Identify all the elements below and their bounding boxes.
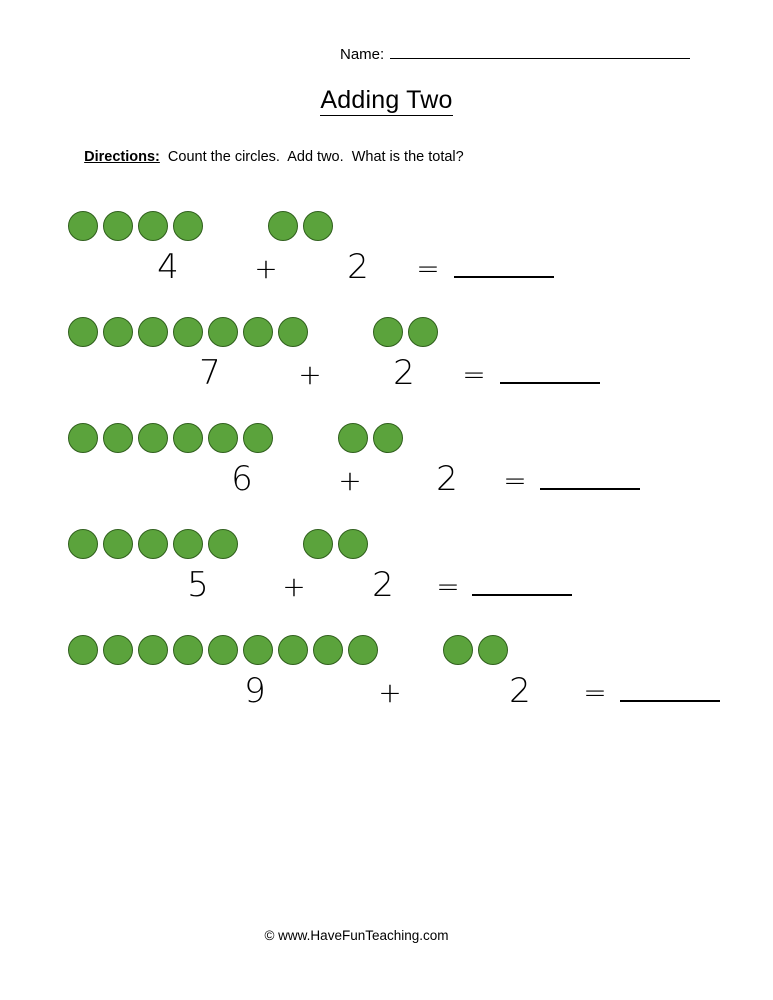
name-label: Name: — [340, 46, 385, 63]
circle-icon — [173, 317, 203, 347]
circle-icon — [138, 635, 168, 665]
plus-operator: + — [378, 676, 402, 709]
circle-icon — [408, 317, 438, 347]
circle-icon — [268, 211, 298, 241]
page-title — [0, 86, 773, 115]
circle-icon — [138, 317, 168, 347]
circle-icon — [208, 317, 238, 347]
addend-1: 5 — [187, 565, 209, 605]
circle-icon — [68, 529, 98, 559]
copyright-text: © www.HaveFunTeaching.com — [264, 928, 449, 943]
circle-icon — [173, 529, 203, 559]
circle-icon — [173, 423, 203, 453]
circle-icon — [173, 635, 203, 665]
addend-1: 6 — [231, 459, 253, 499]
circle-icon — [103, 317, 133, 347]
circle-icon — [338, 423, 368, 453]
circle-icon — [138, 529, 168, 559]
problem-row — [0, 311, 773, 409]
circle-icon — [303, 211, 333, 241]
addend-2: 2 — [509, 671, 531, 711]
circle-group-left — [68, 529, 243, 559]
problem-row — [0, 629, 773, 727]
circle-icon — [338, 529, 368, 559]
name-field-row — [340, 44, 690, 63]
circle-icon — [68, 211, 98, 241]
answer-blank[interactable] — [454, 250, 554, 278]
circle-icon — [243, 423, 273, 453]
equals-operator: = — [436, 570, 460, 603]
circle-icon — [103, 529, 133, 559]
circle-group-right — [373, 317, 443, 347]
problem-list — [0, 205, 773, 735]
page-title-text: Adding Two — [320, 86, 453, 114]
circle-row — [0, 523, 773, 565]
circle-icon — [243, 635, 273, 665]
equation — [0, 247, 773, 303]
equation — [0, 459, 773, 515]
circle-group-left — [68, 423, 278, 453]
circle-icon — [278, 317, 308, 347]
name-input-line[interactable] — [390, 44, 690, 59]
circle-icon — [243, 317, 273, 347]
circle-row — [0, 417, 773, 459]
circle-icon — [138, 423, 168, 453]
circle-icon — [103, 423, 133, 453]
addend-2: 2 — [347, 247, 369, 287]
equation — [0, 671, 773, 727]
problem-row — [0, 523, 773, 621]
problem-row — [0, 417, 773, 515]
circle-group-left — [68, 317, 313, 347]
equation — [0, 353, 773, 409]
circle-icon — [68, 635, 98, 665]
circle-icon — [68, 423, 98, 453]
circle-icon — [373, 423, 403, 453]
addend-1: 9 — [244, 671, 266, 711]
circle-group-left — [68, 211, 208, 241]
circle-icon — [68, 317, 98, 347]
circle-icon — [278, 635, 308, 665]
circle-group-right — [338, 423, 408, 453]
circle-icon — [173, 211, 203, 241]
answer-blank[interactable] — [500, 356, 600, 384]
addend-2: 2 — [372, 565, 394, 605]
answer-blank[interactable] — [540, 462, 640, 490]
circle-group-right — [443, 635, 513, 665]
circle-icon — [443, 635, 473, 665]
circle-icon — [103, 211, 133, 241]
directions-text: Count the circles. Add two. What is the total? — [159, 149, 464, 165]
circle-icon — [478, 635, 508, 665]
equals-operator: = — [462, 358, 486, 391]
answer-blank[interactable] — [620, 674, 720, 702]
circle-icon — [348, 635, 378, 665]
plus-operator: + — [282, 570, 306, 603]
directions-label: Directions: — [84, 149, 160, 165]
equals-operator: = — [416, 252, 440, 285]
addend-2: 2 — [393, 353, 415, 393]
circle-group-right — [268, 211, 338, 241]
circle-icon — [103, 635, 133, 665]
circle-icon — [313, 635, 343, 665]
footer — [0, 928, 773, 943]
circle-row — [0, 311, 773, 353]
equals-operator: = — [583, 676, 607, 709]
addend-1: 7 — [199, 353, 221, 393]
addend-2: 2 — [436, 459, 458, 499]
plus-operator: + — [298, 358, 322, 391]
directions — [68, 133, 464, 181]
equals-operator: = — [503, 464, 527, 497]
circle-icon — [208, 423, 238, 453]
problem-row — [0, 205, 773, 303]
circle-icon — [373, 317, 403, 347]
plus-operator: + — [338, 464, 362, 497]
answer-blank[interactable] — [472, 568, 572, 596]
equation — [0, 565, 773, 621]
circle-group-right — [303, 529, 373, 559]
circle-row — [0, 629, 773, 671]
circle-icon — [208, 529, 238, 559]
plus-operator: + — [254, 252, 278, 285]
circle-icon — [303, 529, 333, 559]
circle-icon — [138, 211, 168, 241]
addend-1: 4 — [157, 247, 179, 287]
circle-group-left — [68, 635, 383, 665]
circle-icon — [208, 635, 238, 665]
circle-row — [0, 205, 773, 247]
